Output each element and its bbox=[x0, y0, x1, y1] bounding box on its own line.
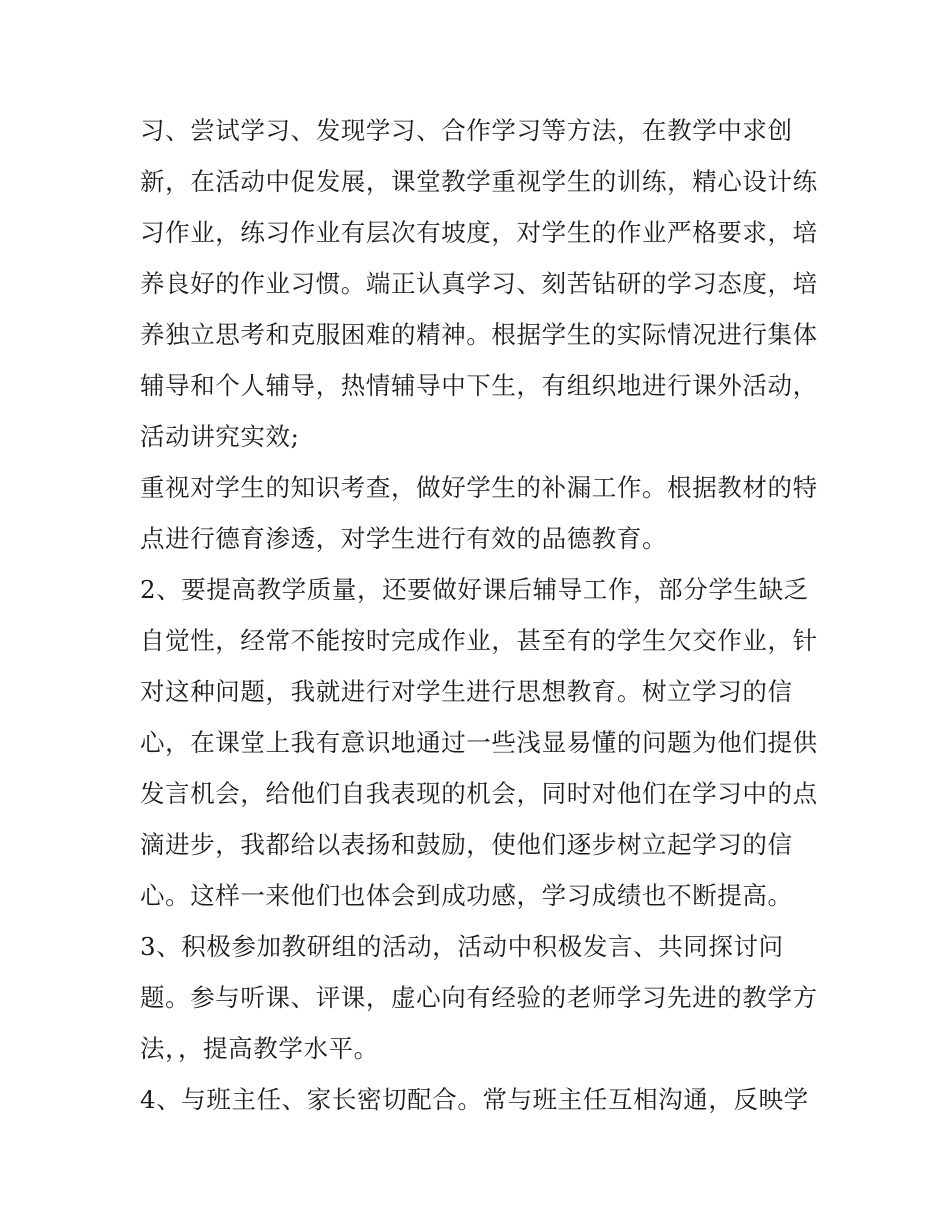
text-line: 法，，提高教学水平。 bbox=[140, 1034, 379, 1063]
text-line: 习作业，练习作业有层次有坡度，对学生的作业严格要求，培 bbox=[140, 218, 818, 247]
text-line: 养独立思考和克服困难的精神。根据学生的实际情况进行集体 bbox=[140, 320, 818, 349]
document-body bbox=[140, 105, 820, 1125]
text-line: 题。参与听课、评课，虚心向有经验的老师学习先进的教学方 bbox=[140, 983, 818, 1012]
text-line: 新，在活动中促发展，课堂教学重视学生的训练，精心设计练 bbox=[140, 167, 818, 196]
text-line: 滴进步，我都给以表扬和鼓励，使他们逐步树立起学习的信 bbox=[140, 830, 793, 859]
text-line: 3、积极参加教研组的活动，活动中积极发言、共同探讨问 bbox=[140, 932, 784, 961]
text-line: 发言机会，给他们自我表现的机会，同时对他们在学习中的点 bbox=[140, 779, 818, 808]
text-line: 习、尝试学习、发现学习、合作学习等方法，在教学中求创 bbox=[140, 116, 793, 145]
text-line: 点进行德育渗透，对学生进行有效的品德教育。 bbox=[140, 524, 668, 553]
text-line: 心。这样一来他们也体会到成功感，学习成绩也不断提高。 bbox=[140, 881, 793, 910]
text-line: 2、要提高教学质量，还要做好课后辅导工作，部分学生缺乏 bbox=[140, 575, 809, 604]
text-line: 心，在课堂上我有意识地通过一些浅显易懂的问题为他们提供 bbox=[140, 728, 818, 757]
text-line: 活动讲究实效; bbox=[140, 422, 300, 451]
text-line: 辅导和个人辅导，热情辅导中下生，有组织地进行课外活动， bbox=[140, 371, 818, 400]
text-line: 重视对学生的知识考查，做好学生的补漏工作。根据教材的特 bbox=[140, 473, 818, 502]
text-line: 4、与班主任、家长密切配合。常与班主任互相沟通，反映学 bbox=[140, 1085, 809, 1114]
text-line: 自觉性，经常不能按时完成作业，甚至有的学生欠交作业，针 bbox=[140, 626, 818, 655]
text-line: 对这种问题，我就进行对学生进行思想教育。树立学习的信 bbox=[140, 677, 793, 706]
text-line: 养良好的作业习惯。端正认真学习、刻苦钻研的学习态度，培 bbox=[140, 269, 818, 298]
